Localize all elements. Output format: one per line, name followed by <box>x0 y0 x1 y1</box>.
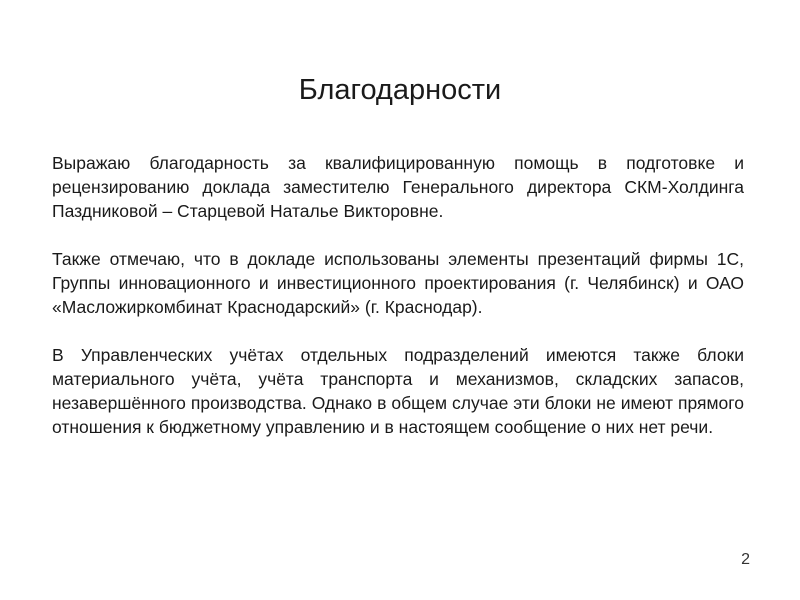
slide-title: Благодарности <box>298 74 502 106</box>
paragraph-acknowledgement: Выражаю благодарность за квалифицированную помощь в подготовке и рецензированию доклада заместителю Генерального директора СКМ-Холдинга Паздниковой – Старцевой Наталье Викторовне. <box>52 153 744 221</box>
paragraph-sources: Также отмечаю, что в докладе использованы элементы презентаций фирмы 1С, Группы инновационного и инвестиционного проектирования (г. Челябинск) и ОАО «Масложиркомбинат Краснодарский» (г. Краснодар). <box>52 249 744 317</box>
paragraph-note: В Управленческих учётах отдельных подразделений имеются также блоки материального учёта, учёта транспорта и механизмов, складских запасов, незавершённого производства. Однако в общем случае эти блоки не имеют прямого отношения к бюджетному управлению и в настоящем сообщение о них нет речи. <box>52 345 744 437</box>
slide-body <box>52 151 744 463</box>
page-number: 2 <box>741 551 750 568</box>
